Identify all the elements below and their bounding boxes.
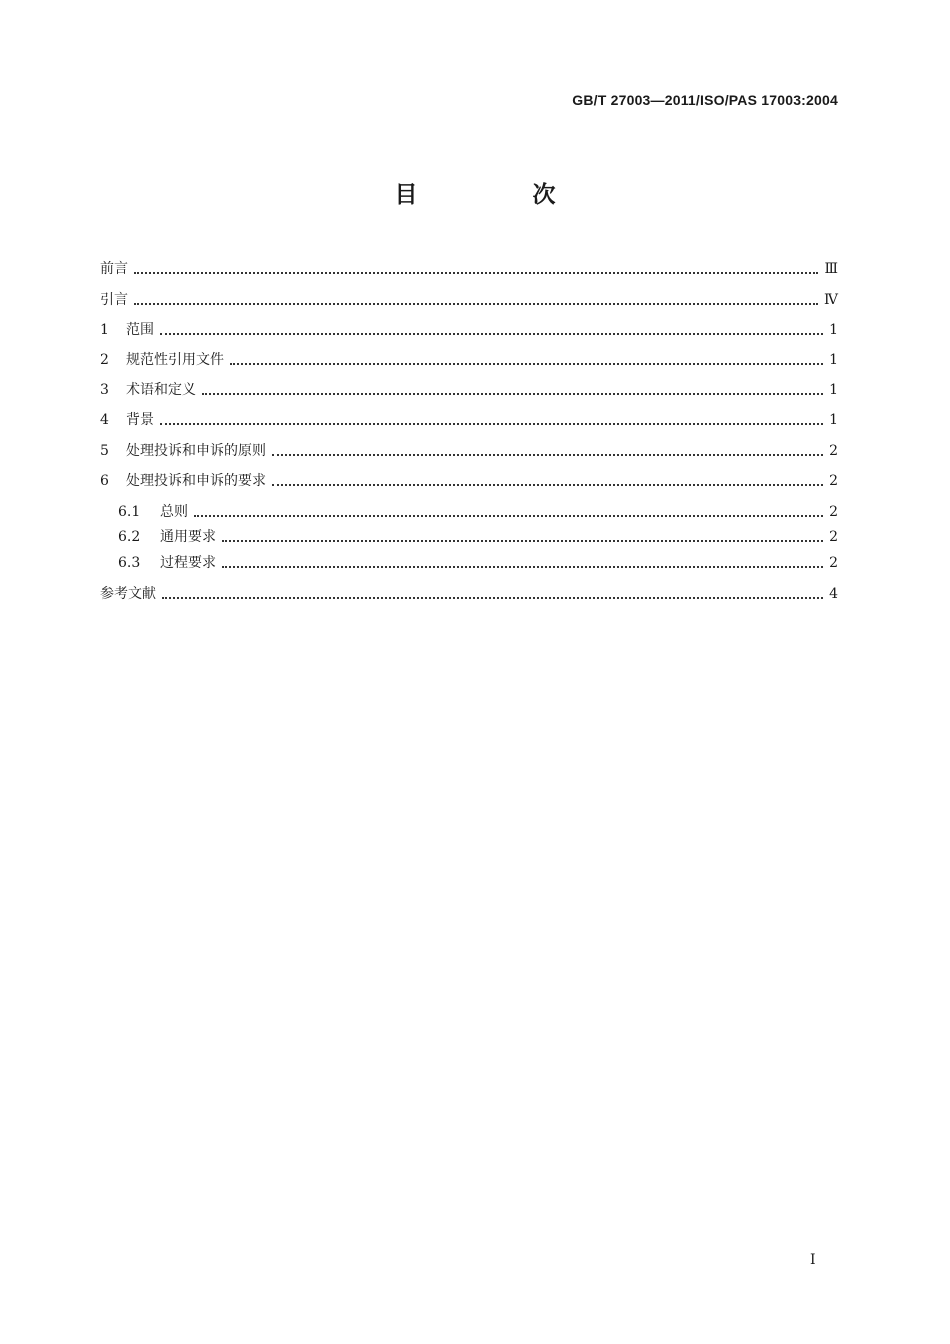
toc-entry-page: 4 <box>829 586 838 602</box>
toc-entry-label: 规范性引用文件 <box>126 352 224 368</box>
dot-leader <box>222 566 823 568</box>
toc-entry-principles[interactable] <box>100 440 838 462</box>
dot-leader <box>160 333 823 335</box>
toc-entry-label: 通用要求 <box>160 529 216 545</box>
toc-entry-number: 2 <box>100 352 109 368</box>
toc-entry-page: Ⅳ <box>824 292 838 308</box>
toc-entry-label: 参考文献 <box>100 586 156 602</box>
toc-entry-normative-references[interactable] <box>100 349 838 371</box>
toc-entry-bibliography[interactable] <box>100 583 838 605</box>
toc-entry-number: 1 <box>100 322 109 338</box>
toc-entry-label: 处理投诉和申诉的原则 <box>126 443 266 459</box>
dot-leader <box>134 303 818 305</box>
toc-entry-page: 1 <box>829 382 838 398</box>
toc-entry-label: 处理投诉和申诉的要求 <box>126 473 266 489</box>
toc-entry-page: 2 <box>829 443 838 459</box>
toc-entry-number: 3 <box>100 382 109 398</box>
toc-entry-label: 过程要求 <box>160 555 216 571</box>
toc-entry-label: 背景 <box>126 412 154 428</box>
dot-leader <box>162 597 823 599</box>
toc-entry-common-requirements[interactable] <box>118 526 838 548</box>
toc-entry-number: 6.3 <box>118 555 141 571</box>
toc-entry-number: 5 <box>100 443 109 459</box>
toc-entry-number: 6.2 <box>118 529 141 545</box>
toc-entry-page: 1 <box>829 322 838 338</box>
page-title: 目 次 <box>394 182 602 208</box>
dot-leader <box>272 454 823 456</box>
toc-entry-foreword[interactable] <box>100 258 838 280</box>
dot-leader <box>202 393 823 395</box>
dot-leader <box>160 423 823 425</box>
toc-entry-page: 2 <box>829 473 838 489</box>
toc-entry-process-requirements[interactable] <box>118 552 838 574</box>
toc-entry-label: 总则 <box>160 504 188 520</box>
header-standard-number: GB/T 27003—2011/ISO/PAS 17003:2004 <box>572 92 838 108</box>
dot-leader <box>222 540 823 542</box>
dot-leader <box>230 363 823 365</box>
toc-entry-page: 1 <box>829 412 838 428</box>
toc-entry-requirements[interactable] <box>100 470 838 492</box>
dot-leader <box>194 515 823 517</box>
page-folio: I <box>810 1252 816 1268</box>
toc-entry-page: 2 <box>829 504 838 520</box>
toc-entry-number: 4 <box>100 412 109 428</box>
toc-entry-label: 术语和定义 <box>126 382 196 398</box>
toc-entry-page: 1 <box>829 352 838 368</box>
toc-entry-page: 2 <box>829 529 838 545</box>
toc-entry-scope[interactable] <box>100 319 838 341</box>
toc-entry-label: 前言 <box>100 261 128 277</box>
toc-entry-page: Ⅲ <box>824 261 838 277</box>
toc-entry-number: 6.1 <box>118 504 141 520</box>
dot-leader <box>272 484 823 486</box>
toc-entry-introduction[interactable] <box>100 289 838 311</box>
toc-entry-background[interactable] <box>100 409 838 431</box>
toc-entry-general[interactable] <box>118 501 838 523</box>
toc-entry-number: 6 <box>100 473 109 489</box>
toc-entry-label: 范围 <box>126 322 154 338</box>
toc-entry-page: 2 <box>829 555 838 571</box>
toc-entry-terms-definitions[interactable] <box>100 379 838 401</box>
toc-entry-label: 引言 <box>100 292 128 308</box>
dot-leader <box>134 272 818 274</box>
